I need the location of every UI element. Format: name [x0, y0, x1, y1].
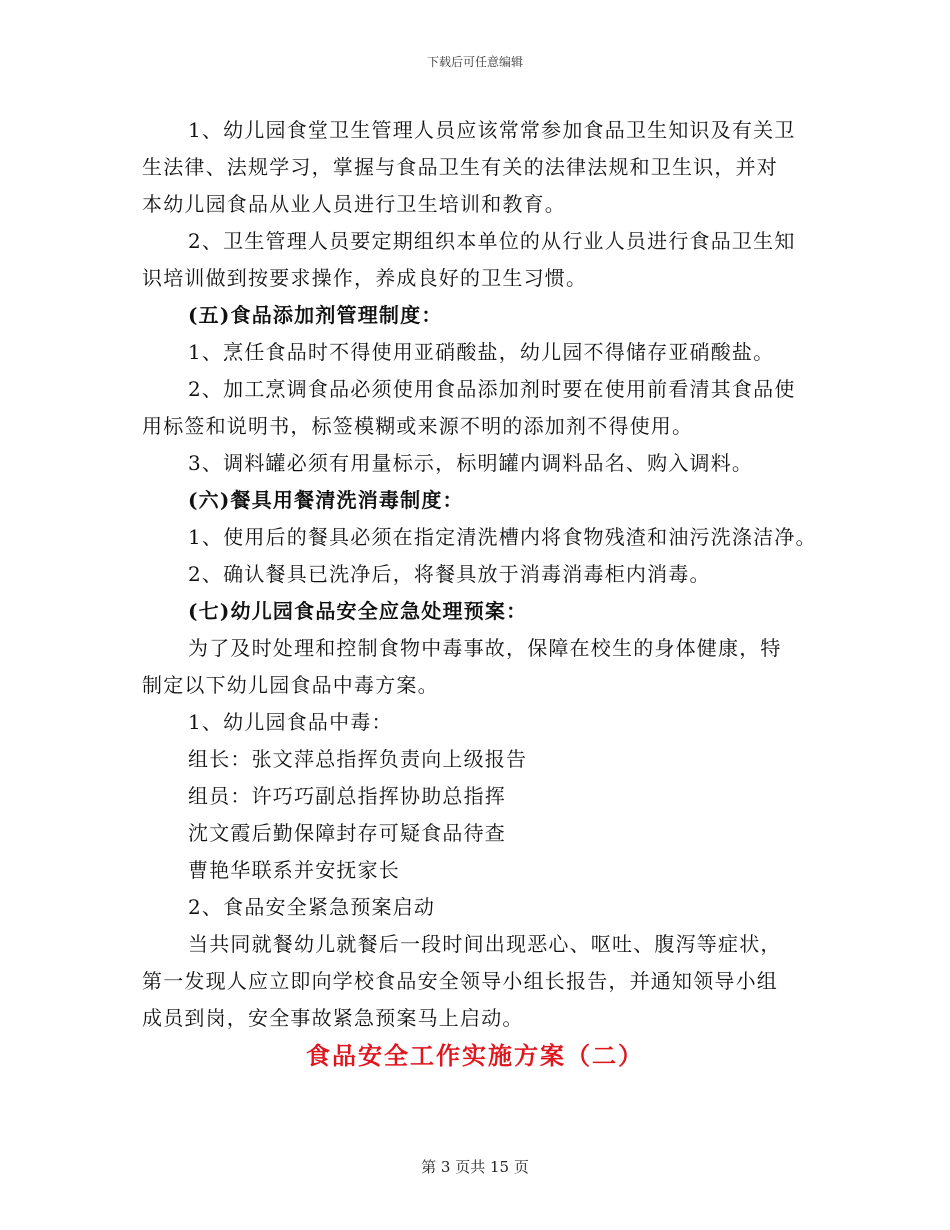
section-heading: (六)餐具用餐清洗消毒制度： — [188, 488, 464, 512]
paragraph-line: 第一发现人应立即向学校食品安全领导小组长报告，并通知领导小组 — [142, 969, 778, 993]
paragraph-line: 本幼儿园食品从业人员进行卫生培训和教育。 — [142, 192, 566, 216]
paragraph-line: 成员到岗，安全事故紧急预案马上启动。 — [142, 1006, 524, 1030]
paragraph-line: 用标签和说明书，标签模糊或来源不明的添加剂不得使用。 — [142, 414, 694, 438]
paragraph-line: 曹艳华联系并安抚家长 — [188, 858, 400, 882]
paragraph-line: 1、烹任食品时不得使用亚硝酸盐，幼儿园不得储存亚硝酸盐。 — [188, 340, 775, 364]
paragraph-line: 2、确认餐具已洗净后，将餐具放于消毒消毒柜内消毒。 — [188, 562, 711, 586]
paragraph-line: 1、幼儿园食品中毒： — [188, 710, 393, 734]
paragraph-line: 组长：张文萍总指挥负责向上级报告 — [188, 747, 528, 771]
paragraph-line: 2、卫生管理人员要定期组织本单位的从行业人员进行食品卫生知 — [188, 229, 796, 253]
document-body — [142, 112, 832, 1037]
paragraph-line: 3、调料罐必须有用量标示，标明罐内调料品名、购入调料。 — [188, 451, 754, 475]
section-heading: (七)幼儿园食品安全应急处理预案： — [188, 599, 528, 623]
paragraph-line: 1、使用后的餐具必须在指定清洗槽内将食物残渣和油污洗涤洁净。 — [188, 525, 817, 549]
paragraph-line: 1、幼儿园食堂卫生管理人员应该常常参加食品卫生知识及有关卫 — [188, 118, 796, 142]
header-note: 下载后可任意编辑 — [426, 55, 523, 69]
page-number: 第 3 页共 15 页 — [421, 1158, 529, 1176]
paragraph-line: 2、加工烹调食品必须使用食品添加剂时要在使用前看清其食品使 — [188, 377, 796, 401]
paragraph-line: 识培训做到按要求操作，养成良好的卫生习惯。 — [142, 266, 588, 290]
paragraph-line: 生法律、法规学习，掌握与食品卫生有关的法律法规和卫生识，并对 — [142, 155, 778, 179]
paragraph-line: 当共同就餐幼儿就餐后一段时间出现恶心、呕吐、腹泻等症状， — [188, 932, 782, 956]
section-title: 食品安全工作实施方案（二） — [306, 1041, 644, 1070]
paragraph-line: 组员：许巧巧副总指挥协助总指挥 — [188, 784, 506, 808]
paragraph-line: 制定以下幼儿园食品中毒方案。 — [142, 673, 439, 697]
paragraph-line: 沈文霞后勤保障封存可疑食品待查 — [188, 821, 506, 845]
section-heading: (五)食品添加剂管理制度： — [188, 303, 443, 327]
paragraph-line: 2、食品安全紧急预案启动 — [188, 895, 436, 919]
paragraph-line: 为了及时处理和控制食物中毒事故，保障在校生的身体健康，特 — [188, 636, 782, 660]
